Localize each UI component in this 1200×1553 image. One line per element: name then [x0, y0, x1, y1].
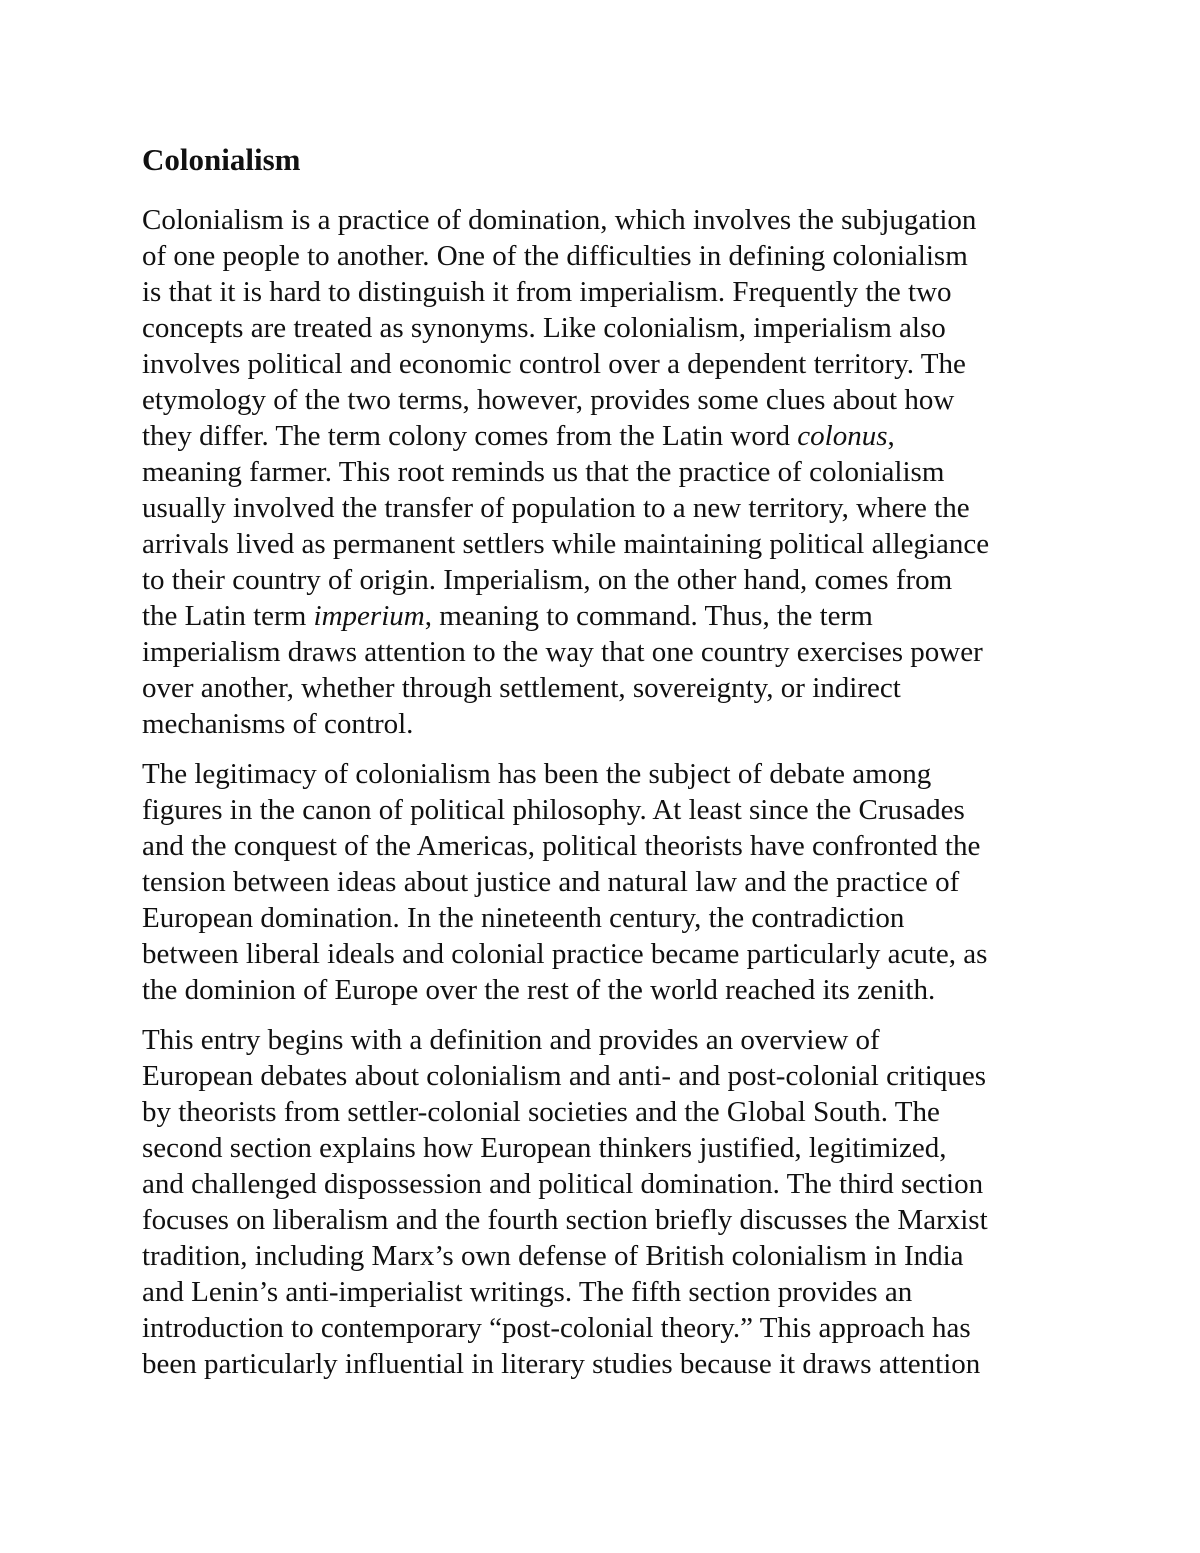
italic-term: colonus [797, 420, 888, 452]
text-line [142, 310, 1072, 346]
text-segment: and the conquest of the Americas, political theorists have confronted the [142, 830, 981, 862]
text-line [142, 864, 1072, 900]
text-segment: etymology of the two terms, however, provides some clues about how [142, 384, 955, 416]
text-line [142, 562, 1072, 598]
text-segment: they differ. The term colony comes from the Latin word [142, 420, 798, 452]
text-line [142, 1166, 1072, 1202]
paragraph [142, 756, 1072, 1008]
text-segment: over another, whether through settlement, sovereignty, or indirect [142, 672, 901, 704]
text-segment: imperialism draws attention to the way that one country exercises power [142, 636, 983, 668]
text-line [142, 1274, 1072, 1310]
text-segment: focuses on liberalism and the fourth section briefly discusses the Marxist [142, 1204, 988, 1236]
text-line [142, 900, 1072, 936]
text-segment: European debates about colonialism and anti- and post-colonial critiques [142, 1060, 986, 1092]
text-segment: involves political and economic control over a dependent territory. The [142, 348, 966, 380]
paragraphs-container [142, 202, 1072, 1382]
text-segment: second section explains how European thinkers justified, legitimized, [142, 1132, 947, 1164]
text-segment: This entry begins with a definition and provides an overview of [142, 1024, 880, 1056]
text-line [142, 1058, 1072, 1094]
text-line [142, 346, 1072, 382]
text-line [142, 670, 1072, 706]
text-segment: is that it is hard to distinguish it from imperialism. Frequently the two [142, 276, 952, 308]
text-segment: , [887, 420, 895, 452]
text-line [142, 936, 1072, 972]
text-line [142, 1202, 1072, 1238]
text-segment: introduction to contemporary “post-colonial theory.” This approach has [142, 1312, 971, 1344]
text-segment: usually involved the transfer of population to a new territory, where the [142, 492, 970, 524]
text-line [142, 1094, 1072, 1130]
text-segment: , meaning to command. Thus, the term [424, 600, 873, 632]
text-segment: The legitimacy of colonialism has been the subject of debate among [142, 758, 932, 790]
text-segment: figures in the canon of political philosophy. At least since the Crusades [142, 794, 965, 826]
text-segment: been particularly influential in literary studies because it draws attention [142, 1348, 981, 1380]
text-line [142, 1238, 1072, 1274]
text-segment: and Lenin’s anti-imperialist writings. The fifth section provides an [142, 1276, 913, 1308]
document-title: Colonialism [142, 142, 301, 177]
text-line [142, 274, 1072, 310]
text-segment: the Latin term [142, 600, 314, 632]
text-segment: mechanisms of control. [142, 708, 414, 740]
text-line [142, 1022, 1072, 1058]
text-line [142, 706, 1072, 742]
italic-term: imperium [313, 600, 425, 632]
text-segment: concepts are treated as synonyms. Like colonialism, imperialism also [142, 312, 946, 344]
text-line [142, 792, 1072, 828]
text-segment: tradition, including Marx’s own defense of British colonialism in India [142, 1240, 964, 1272]
paragraph [142, 202, 1072, 742]
text-line [142, 972, 1072, 1008]
text-segment: and challenged dispossession and political domination. The third section [142, 1168, 984, 1200]
text-line [142, 418, 1072, 454]
text-line [142, 454, 1072, 490]
text-segment: tension between ideas about justice and natural law and the practice of [142, 866, 960, 898]
text-segment: arrivals lived as permanent settlers while maintaining political allegiance [142, 528, 990, 560]
text-line [142, 634, 1072, 670]
text-line [142, 490, 1072, 526]
text-segment: of one people to another. One of the difficulties in defining colonialism [142, 240, 968, 272]
text-line [142, 598, 1072, 634]
text-segment: the dominion of Europe over the rest of the world reached its zenith. [142, 974, 936, 1006]
text-line [142, 382, 1072, 418]
text-segment: between liberal ideals and colonial practice became particularly acute, as [142, 938, 988, 970]
text-line [142, 756, 1072, 792]
text-segment: to their country of origin. Imperialism, on the other hand, comes from [142, 564, 953, 596]
text-segment: European domination. In the nineteenth century, the contradiction [142, 902, 905, 934]
document-body [142, 140, 1072, 1396]
text-segment: by theorists from settler-colonial societies and the Global South. The [142, 1096, 940, 1128]
text-line [142, 828, 1072, 864]
text-line [142, 1310, 1072, 1346]
text-line [142, 1130, 1072, 1166]
paragraph [142, 1022, 1072, 1382]
text-segment: meaning farmer. This root reminds us that the practice of colonialism [142, 456, 945, 488]
text-segment: Colonialism is a practice of domination, which involves the subjugation [142, 204, 977, 236]
text-line [142, 238, 1072, 274]
text-line [142, 202, 1072, 238]
text-line [142, 526, 1072, 562]
text-line [142, 1346, 1072, 1382]
